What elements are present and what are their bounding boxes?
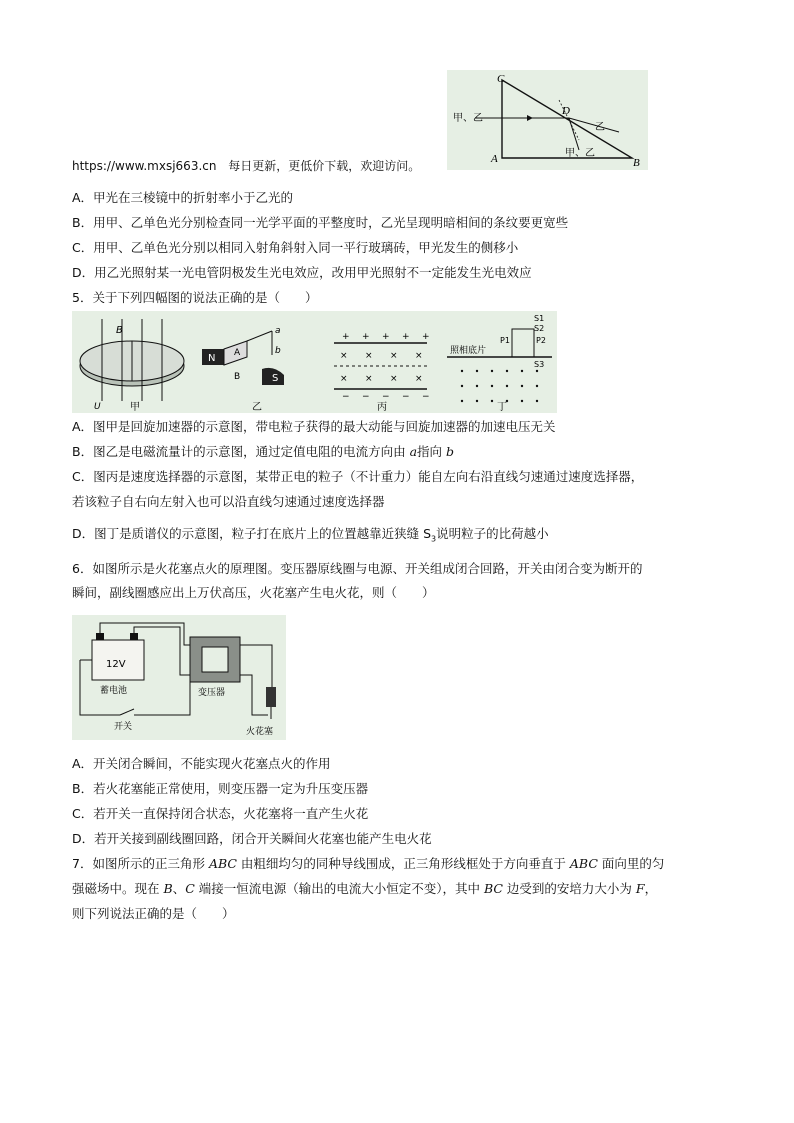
svg-text:−: − <box>422 392 430 402</box>
q7-stem-line3: 则下列说法正确的是（ ） <box>72 906 235 921</box>
q4-option-b: B．用甲、乙单色光分别检查同一光学平面的平整度时，乙光呈现明暗相间的条纹要更宽些 <box>72 215 569 230</box>
battery-voltage: 12V <box>106 659 126 670</box>
svg-text:×: × <box>340 351 348 361</box>
q5-option-d: D．图丁是质谱仪的示意图，粒子打在底片上的位置越靠近狭缝 $S_3$说明粒子的比荷越小 <box>72 526 549 544</box>
label-B: B <box>633 157 640 169</box>
label-P1: P1 <box>500 336 510 345</box>
q4-option-d: D．用乙光照射某一光电管阴极发生光电效应，改用甲光照射不一定能发生光电效应 <box>72 265 532 280</box>
svg-text:+: + <box>402 332 410 342</box>
battery-label: 蓄电池 <box>100 686 128 696</box>
svg-text:−: − <box>362 392 370 402</box>
label-A: A <box>491 153 498 165</box>
svg-text:×: × <box>415 351 423 361</box>
q6-stem-line2: 瞬间，副线圈感应出上万伏高压，火花塞产生电火花，则（ ） <box>72 585 435 600</box>
svg-text:×: × <box>365 351 373 361</box>
label-N: N <box>208 353 216 364</box>
svg-text:+: + <box>382 332 390 342</box>
label-B-field: B <box>116 325 123 336</box>
label-a: a <box>275 326 281 336</box>
label-S2: S2 <box>534 324 545 333</box>
svg-text:×: × <box>340 374 348 384</box>
source-url[interactable]: https://www.mxsj663.cn <box>72 159 217 173</box>
q6-stem-line1: 6．如图所示是火花塞点火的原理图。变压器原线圈与电源、开关组成闭合回路，开关由闭合变为断开的 <box>72 561 643 576</box>
transformer-label: 变压器 <box>198 688 226 698</box>
label-yi: 乙 <box>252 402 262 413</box>
q5-stem: 5．关于下列四幅图的说法正确的是（ ） <box>72 290 318 305</box>
label-b: b <box>275 346 281 356</box>
spark-plug-label: 火花塞 <box>246 727 274 737</box>
q5-option-c-line1: C．图丙是速度选择器的示意图，某带正电的粒子（不计重力）能自左向右沿直线匀速通过速度选择器， <box>72 469 644 484</box>
q6-option-c: C．若开关一直保持闭合状态，火花塞将一直产生火花 <box>72 806 369 821</box>
q4-option-c: C．用甲、乙单色光分别以相同入射角斜射入同一平行玻璃砖，甲光发生的侧移小 <box>72 240 519 255</box>
q6-option-a: A．开关闭合瞬间，不能实现火花塞点火的作用 <box>72 756 331 771</box>
label-S: S <box>272 373 279 384</box>
prism-figure <box>447 70 648 170</box>
label-out-bottom: 甲、乙 <box>565 148 595 159</box>
svg-text:−: − <box>402 392 410 402</box>
svg-text:+: + <box>422 332 430 342</box>
label-P2: P2 <box>536 336 546 345</box>
label-U: U <box>94 402 101 412</box>
label-S3: S3 <box>534 360 545 369</box>
label-film: 照相底片 <box>450 346 487 356</box>
label-incident: 甲、乙 <box>453 113 483 124</box>
svg-text:×: × <box>365 374 373 384</box>
q7-stem-line2: 强磁场中。现在 B、C 端接一恒流电源（输出的电流大小恒定不变），其中 BC 边受到的安培力大小为 F， <box>72 881 658 896</box>
label-jia: 甲 <box>130 402 140 413</box>
q5-option-a: A．图甲是回旋加速器的示意图，带电粒子获得的最大动能与回旋加速器的加速电压无关 <box>72 419 556 434</box>
label-C: C <box>497 73 505 85</box>
svg-text:×: × <box>390 374 398 384</box>
q6-option-b: B．若火花塞能正常使用，则变压器一定为升压变压器 <box>72 781 369 796</box>
q6-option-d: D．若开关接到副线圈回路，闭合开关瞬间火花塞也能产生电火花 <box>72 831 432 846</box>
svg-text:×: × <box>390 351 398 361</box>
svg-text:+: + <box>342 332 350 342</box>
label-out-top: 乙 <box>595 122 605 133</box>
label-ding: 丁 <box>497 402 507 413</box>
label-A-plate: A <box>234 348 241 358</box>
svg-text:+: + <box>362 332 370 342</box>
q6-circuit-figure <box>72 615 286 740</box>
svg-text:−: − <box>342 392 350 402</box>
q7-stem-line1: 7．如图所示的正三角形 ABC 由粗细均匀的同种导线围成，正三角形线框处于方向垂直于 ABC 面向里的匀 <box>72 856 665 871</box>
label-bing: 丙 <box>377 402 387 413</box>
svg-text:×: × <box>415 374 423 384</box>
label-B-plate: B <box>234 372 241 382</box>
q5-option-c-line2: 若该粒子自右向左射入也可以沿直线匀速通过速度选择器 <box>72 494 385 509</box>
svg-text:−: − <box>382 392 390 402</box>
q5-option-b: B．图乙是电磁流量计的示意图，通过定值电阻的电流方向由 a指向 b <box>72 444 455 459</box>
switch-label: 开关 <box>114 722 133 732</box>
header <box>72 158 420 174</box>
q4-option-a: A．甲光在三棱镜中的折射率小于乙光的 <box>72 190 294 205</box>
header-slogan: 每日更新，更低价下载，欢迎访问。 <box>228 159 421 173</box>
q5-figures <box>72 311 557 413</box>
label-S1: S1 <box>534 314 545 323</box>
label-D: D <box>562 105 570 117</box>
